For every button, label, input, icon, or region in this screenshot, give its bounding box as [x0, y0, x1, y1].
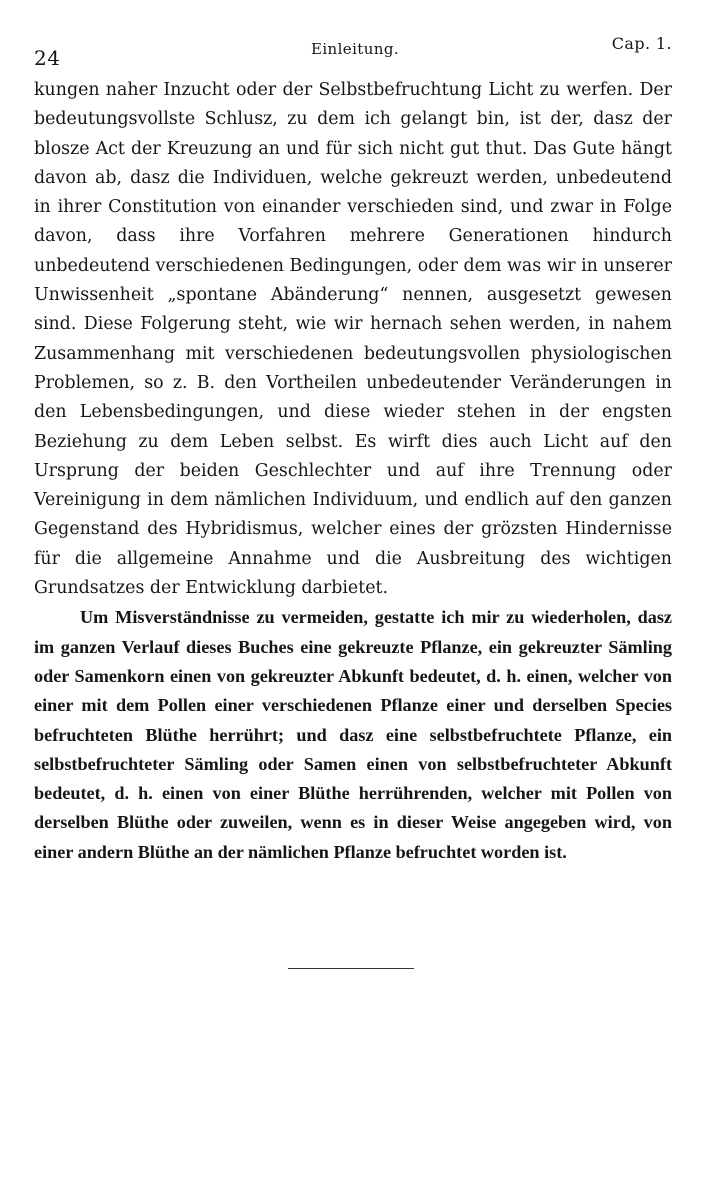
- paragraph-1: kungen naher Inzucht oder der Selbstbefruchtung Licht zu werfen. Der bedeutungsvollste Schlusz, zu dem ich gelangt bin, ist der, dasz der blosze Act der Kreuzung an und für sich nicht gut thut. Das Gute hängt davon ab, dasz die Individuen, welche gekreuzt werden, unbedeutend in ihrer Constitution von einander verschieden sind, und zwar in Folge davon, dass ihre Vorfahren mehrere Generationen hindurch unbedeutend verschiedenen Bedingungen, oder dem was wir in unserer Unwissenheit „spontane Abänderung“ nennen, ausgesetzt gewesen sind. Diese Folgerung steht, wie wir hernach sehen werden, in nahem Zusammenhang mit verschiedenen bedeutungsvollen physiologischen Problemen, so z. B. den Vortheilen unbedeutender Veränderungen in den Lebensbedingungen, und diese wieder stehen in der engsten Beziehung zu dem Leben selbst. Es wirft dies auch Licht auf den Ursprung der beiden Geschlechter und auf ihre Trennung oder Vereinigung in dem nämlichen Individuum, und endlich auf den ganzen Gegenstand des Hybridismus, welcher eines der grözsten Hindernisse für die allgemeine Annahme und die Ausbreitung des wichtigen Grundsatzes der Entwicklung darbietet.: [34, 80, 672, 599]
- running-head: [34, 30, 676, 70]
- chapter-label: Cap. 1.: [611, 34, 672, 53]
- body-text: [34, 76, 672, 867]
- section-title: Einleitung.: [311, 40, 399, 58]
- page-number: 24: [34, 46, 61, 70]
- end-rule: [288, 968, 414, 969]
- paragraph-2: Um Misverständnisse zu vermeiden, gestatte ich mir zu wiederholen, dasz im ganzen Verlauf dieses Buches eine gekreuzte Pflanze, ein gekreuzter Sämling oder Samenkorn einen von gekreuzter Abkunft bedeutet, d. h. einen, welcher von einer mit dem Pollen einer verschiedenen Pflanze einer und derselben Species befruchteten Blüthe herrührt; und dasz eine selbstbefruchtete Pflanze, ein selbstbefruchteter Sämling oder Samen einen von selbstbefruchteter Abkunft bedeutet, d. h. einen von einer Blüthe herrührenden, welcher mit Pollen von derselben Blüthe oder zuweilen, wenn es in dieser Weise angegeben wird, von einer andern Blüthe an der nämlichen Pflanze befruchtet worden ist.: [34, 607, 672, 862]
